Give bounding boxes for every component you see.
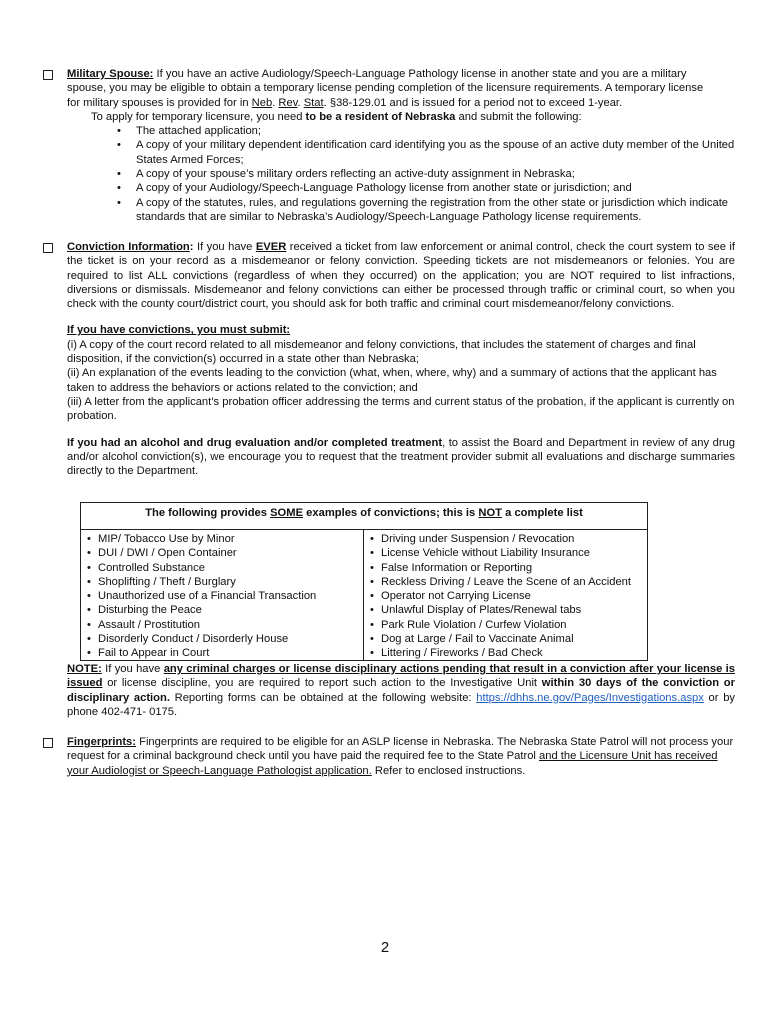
apply-text: To apply for temporary licensure, you need <box>91 110 306 123</box>
table-header-some: SOME <box>270 507 304 519</box>
neb-link: Neb <box>251 96 273 109</box>
table-row: • MIP/ Tobacco Use by Minor <box>98 532 363 546</box>
conviction-heading: Conviction Information <box>67 241 190 253</box>
list-item: • A copy of your spouse’s military orders reflecting an active-duty assignment in Nebraska; <box>136 167 735 181</box>
table-row: • Park Rule Violation / Curfew Violation <box>381 618 646 632</box>
conviction-text-rest: received a ticket from law enforcement or animal control, check the court system to see if the ticket is on your record as a misdemeanor or felony conviction. Speeding tickets are not misdemeanors or felonies. You are required to list ALL convictions (regardless of when they occurred) on the application; you are NOT required to list infractions, diversions or dismissals. Misdemeanor and felony convictions can either be processed through traffic or criminal court, so when you check with the county court/district court, you should ask for both traffic and criminal court misdemeanor/felony convictions. <box>67 241 735 311</box>
apply-text-end: and submit the following: <box>455 110 582 123</box>
list-item: • A copy of your military dependent identification card identifying you as the spouse of an active duty member of the United States Armed Forces; <box>136 138 735 167</box>
military-spouse-section <box>67 67 735 224</box>
table-row: • DUI / DWI / Open Container <box>98 546 363 560</box>
table-header <box>81 503 647 530</box>
military-spouse-checkbox[interactable] <box>43 70 53 80</box>
stat-link: Stat <box>303 96 324 109</box>
fingerprints-underlined: and the Licensure Unit has received your Audiologist or Speech-Language Pathologist application. <box>67 750 718 777</box>
fingerprints-text: Fingerprints are required to be eligible for an ASLP license in Nebraska. The Nebraska State Patrol will not process your request for a criminal background check until you have paid the required fee to the State Patrol <box>67 736 734 763</box>
apply-resident: to be a resident of Nebraska <box>305 110 456 123</box>
table-column-left <box>81 530 364 661</box>
list-item: • A copy of your Audiology/Speech-Language Pathology license from another state or jurisdiction; and <box>136 181 735 195</box>
table-row: • Dog at Large / Fail to Vaccinate Animal <box>381 632 646 646</box>
table-row: • False Information or Reporting <box>381 561 646 575</box>
table-body <box>81 530 647 661</box>
table-row: • Shoplifting / Theft / Burglary <box>98 575 363 589</box>
note-pending: any criminal charges or license disciplinary actions pending that result in a conviction after your license is issued <box>67 663 735 690</box>
table-row: • Operator not Carrying License <box>381 589 646 603</box>
alcohol-heading: If you had an alcohol and drug evaluation and/or completed treatment <box>67 436 443 449</box>
apply-instructions <box>67 110 735 124</box>
table-header-text-mid: examples of convictions; this is <box>303 507 479 519</box>
fingerprints-heading: Fingerprints: <box>67 736 136 748</box>
table-column-right <box>364 530 646 661</box>
table-header-text: The following provides <box>145 507 271 519</box>
military-requirements-list <box>67 124 735 224</box>
submit-item: (ii) An explanation of the events leading to the conviction (what, when, where, why) and a summary of actions that the applicant has taken to address the behaviors or actions related to the conviction; and <box>67 367 717 394</box>
list-item: • The attached application; <box>136 124 735 138</box>
military-spouse-line3-end: . §38-129.01 and is issued for a period not to exceed 1-year. <box>323 96 623 109</box>
fingerprints-section <box>67 735 735 778</box>
conviction-paragraph <box>67 240 735 311</box>
military-spouse-paragraph: Military Spouse: If you have an active Audiology/Speech-Language Pathology license in another state and you are a military spouse, you may be eligible to obtain a temporary license pending completion of the licensure requirements. A temporary license for military spouses is provided for in Neb. Rev. Stat. §38-129.01 and is issued for a period not to exceed 1-year. <box>67 68 704 109</box>
submit-item: (i) A copy of the court record related to all misdemeanor and felony convictions, that includes the statement of charges and final disposition, if the conviction(s) occurred in a state other than Nebraska; <box>67 338 696 366</box>
table-row: • Assault / Prostitution <box>98 618 363 632</box>
table-row: • Controlled Substance <box>98 561 363 575</box>
table-row: • Disorderly Conduct / Disorderly House <box>98 632 363 646</box>
table-row: • Unlawful Display of Plates/Renewal tabs <box>381 603 646 617</box>
table-row: • License Vehicle without Liability Insurance <box>381 546 646 560</box>
military-spouse-heading: Military Spouse: <box>67 68 154 80</box>
page-number: 2 <box>380 939 390 956</box>
conviction-examples-table <box>80 502 648 661</box>
conviction-section <box>67 240 735 478</box>
list-item: • A copy of the statutes, rules, and regulations governing the registration from the other state or jurisdiction which indicate standards that are similar to Nebraska’s Audiology/Speech-Language Pathology license requirements. <box>136 196 735 225</box>
military-spouse-line3: for military spouses is provided for in <box>67 96 252 109</box>
note-text-phone: or by phone 402-471- 0175. <box>67 691 736 718</box>
table-row: • Reckless Driving / Leave the Scene of an Accident <box>381 575 646 589</box>
submit-heading: If you have convictions, you must submit: <box>67 324 291 337</box>
alcohol-paragraph <box>67 436 735 479</box>
table-header-text-end: a complete list <box>502 507 583 519</box>
submit-item: (iii) A letter from the applicant’s probation officer addressing the terms and current status of the probation, if the applicant is currently on probation. <box>67 395 735 423</box>
table-row: • Fail to Appear in Court <box>98 646 363 660</box>
conviction-text: If you have <box>193 241 256 253</box>
military-spouse-line2: spouse, you may be eligible to obtain a temporary license pending completion of the licensure requirements. A temporary license <box>67 82 704 95</box>
note-section <box>67 662 735 719</box>
table-header-not: NOT <box>478 507 502 519</box>
table-row: • Driving under Suspension / Revocation <box>381 532 646 546</box>
rev-link: Rev <box>278 96 298 109</box>
note-text-forms: Reporting forms can be obtained at the following website: <box>169 691 477 704</box>
note-label: NOTE: <box>67 663 102 675</box>
fingerprints-paragraph <box>67 735 735 778</box>
conviction-checkbox[interactable] <box>43 243 53 253</box>
table-row: • Littering / Fireworks / Bad Check <box>381 646 646 660</box>
alcohol-text: , to assist the Board and Department in review of any drug and/or alcohol conviction(s), we encourage you to request that the treatment provider submit all evaluations and discharge summaries directly to the Department. <box>67 436 735 478</box>
fingerprints-checkbox[interactable] <box>43 738 53 748</box>
note-text: If you have <box>101 663 164 675</box>
investigations-link[interactable]: https://dhhs.ne.gov/Pages/Investigations.aspx <box>476 691 704 704</box>
note-paragraph <box>67 662 735 719</box>
conviction-colon: : <box>189 241 194 253</box>
ever-text: EVER <box>255 241 287 253</box>
note-within: within 30 days of the conviction or disciplinary action. <box>67 677 735 704</box>
note-text-mid: or license discipline, you are required to report such action to the Investigative Unit <box>102 677 542 690</box>
fingerprints-text-end: Refer to enclosed instructions. <box>371 764 526 777</box>
table-row: • Unauthorized use of a Financial Transaction <box>98 589 363 603</box>
military-spouse-line1: If you have an active Audiology/Speech-Language Pathology license in another state and you are a military <box>156 68 687 80</box>
table-row: • Disturbing the Peace <box>98 603 363 617</box>
